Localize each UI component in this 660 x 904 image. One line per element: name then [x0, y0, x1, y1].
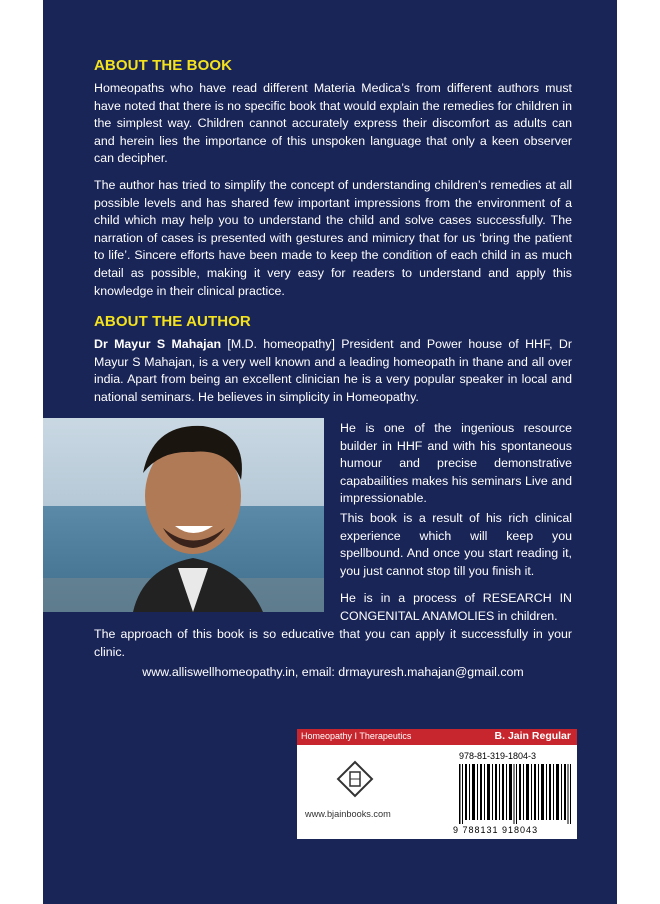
author-intro-text: [M.D. homeopathy] President and Power house of HHF, Dr Mayur S Mahajan, is a very well known and a leading homeopath in thane and all over india. Apart from being an excellent clinician he is a very popular speaker in local and national seminars. He believes in simplicity in Homeopathy.	[94, 337, 572, 404]
publisher-imprint	[297, 729, 577, 839]
author-paragraph-2: He is one of the ingenious resource builder in HHF and with his spontaneous humour and precise demonstrative capabailities makes his seminars Live and impressionable.	[340, 421, 572, 506]
publisher-url: www.bjainbooks.com	[305, 809, 391, 819]
barcode-number: 9 788131 918043	[453, 825, 539, 835]
author-photo	[43, 418, 324, 612]
about-book-paragraph-2: The author has tried to simplify the concept of understanding children’s remedies at all possible levels and has shared few important impressions from the environment of a child which may help you to understand the child and solve cases successfully. The narration of cases is presented with gestures and mimicry that for us ‘bring the patient to life’. Sincere efforts have been made to keep the condition of each child in as much detail as possible, making it very easy for readers to understand and apply this knowledge in their clinical practice.	[94, 178, 572, 298]
author-intro	[94, 336, 572, 406]
publisher-logo-icon	[335, 757, 375, 801]
about-author-heading: ABOUT THE AUTHOR	[94, 313, 251, 330]
author-paragraph-4a: He is in a process of RESEARCH IN CONGENITAL ANAMOLIES in children.	[340, 591, 572, 623]
category-label: Homeopathy I Therapeutics	[301, 731, 412, 741]
author-paragraph-4b: The approach of this book is so educative that you can apply it successfully in your clinic.	[94, 627, 572, 659]
series-label: B. Jain Regular	[494, 730, 571, 742]
isbn: 978-81-319-1804-3	[459, 751, 537, 761]
about-book-heading: ABOUT THE BOOK	[94, 57, 233, 74]
contact-line: www.alliswellhomeopathy.in, email: drmayuresh.mahajan@gmail.com	[142, 665, 524, 679]
author-paragraph-3: This book is a result of his rich clinical experience which will keep you spellbound. And once you start reading it, you just cannot stop till you finish it.	[340, 511, 572, 578]
author-name: Dr Mayur S Mahajan	[94, 337, 222, 351]
barcode-icon	[459, 764, 571, 824]
about-book-paragraph-1: Homeopaths who have read different Materia Medica’s from different authors must have noted that there is no specific book that would explain the remedies for children in the simplest way. Children cannot accurately express their discomfort as adults can and herein lies the importance of this unspoken language that only a keen observer can decipher.	[94, 81, 572, 166]
